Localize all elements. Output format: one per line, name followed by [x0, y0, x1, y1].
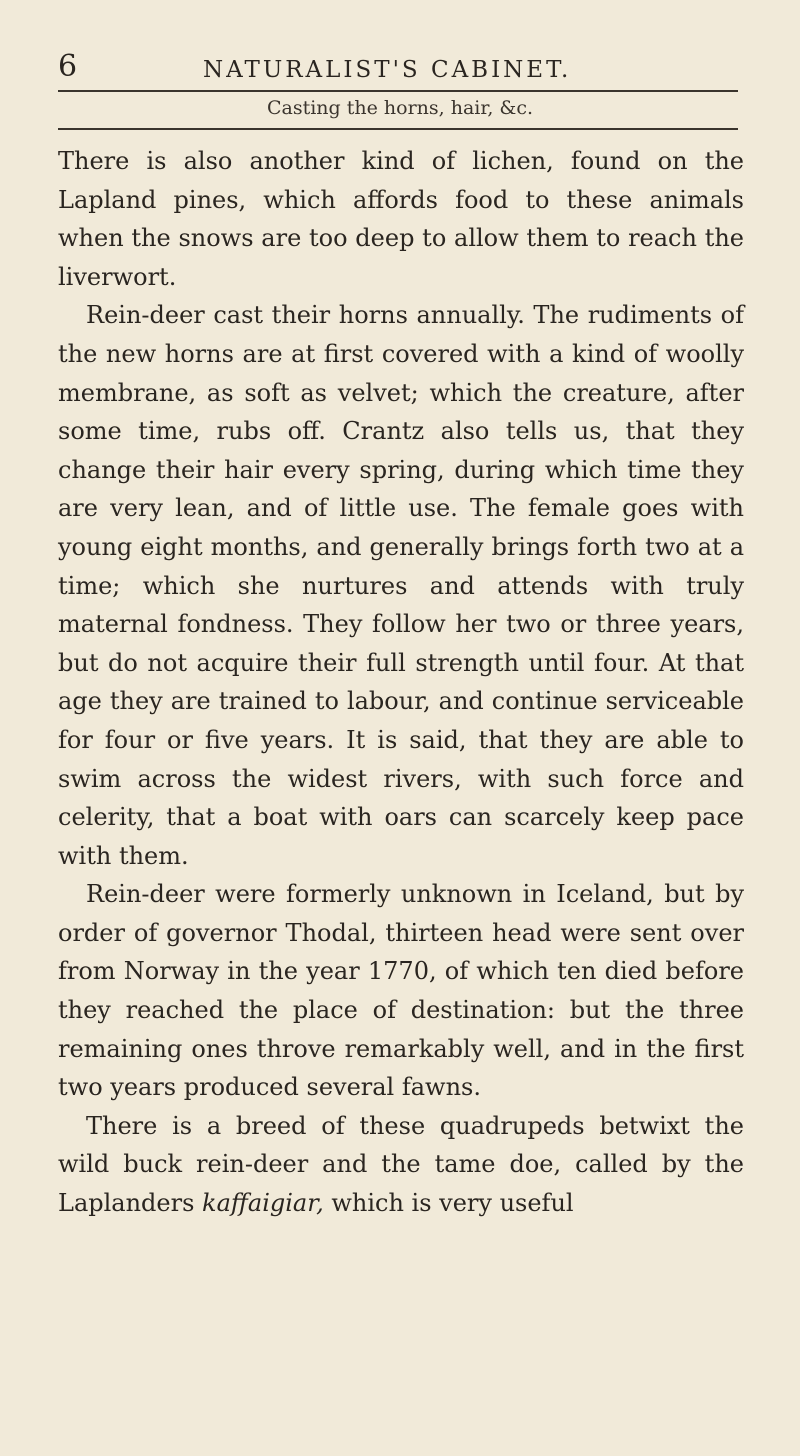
- paragraph-horns: Rein-deer cast their horns annually. The rudiments of the new horns are at first covered with a kind of woolly membrane, as soft as velvet; which the creature, after some time, rubs off. Crantz also tells us, that they change their hair every spring, during which time they are very lean, and of little use. The female goes with young eight months, and generally brings forth two at a time; which she nurtures and attends with truly maternal fondness. They follow her two or three years, but do not acquire their full strength until four. At that age they are trained to labour, and continue serviceable for four or five years. It is said, that they are able to swim across the widest rivers, with such force and celerity, that a boat with oars can scarcely keep pace with them.: [58, 301, 744, 870]
- paragraph-iceland: Rein-deer were formerly unknown in Iceland, but by order of governor Thodal, thirteen head were sent over from Norway in the year 1770, of which ten died before they reached the place of destination: but the three remaining ones throve remarkably well, and in the first two years produced several fawns.: [58, 880, 744, 1102]
- paragraph-breed-italic-term: kaffaigiar,: [202, 1189, 324, 1218]
- header-rule-top: [58, 90, 738, 92]
- paragraph-breed-text-after: which is very useful: [323, 1189, 574, 1218]
- header-rule-bottom: [58, 128, 738, 130]
- paragraph-breed-text-before: There is a breed of these quadrupeds betwixt the wild buck rein-deer and the tame doe, called by the Laplanders: [58, 1111, 744, 1218]
- page-number: 6: [58, 49, 78, 84]
- paragraph-breed: [58, 1107, 744, 1223]
- body-text: [58, 142, 744, 1223]
- section-subheading: Casting the horns, hair, &c.: [266, 97, 534, 119]
- page-header: [58, 50, 738, 90]
- running-title: NATURALIST'S CABINET.: [203, 57, 572, 83]
- paragraph-lichen: There is also another kind of lichen, found on the Lapland pines, which affords food to these animals when the snows are too deep to allow them to reach the liverwort.: [58, 147, 744, 291]
